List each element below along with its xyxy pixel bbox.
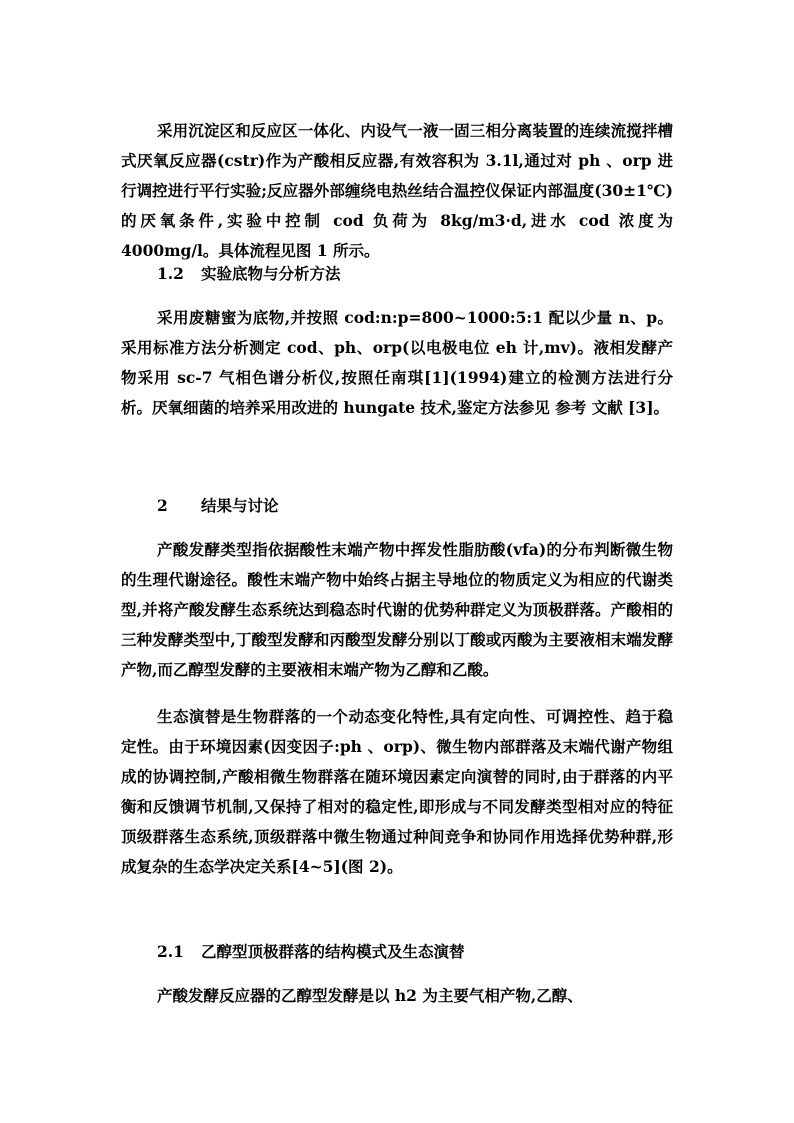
section-number: 2 (157, 496, 168, 515)
paragraph-ecological-succession: 生态演替是生物群落的一个动态变化特性,具有定向性、可调控性、趋于稳定性。由于环境因素(因变因子:ph 、orp)、微生物内部群落及末端代谢产物组成的协调控制,产酸相微生物群落在随环境因素定向演替的同时,由于群落的内平衡和反馈调节机制,又保持了相对的稳定性,即形成与不同发酵类型相对应的特征顶级群落生态系统,顶级群落中微生物通过种间竞争和协同作用选择优势种群,形成复杂的生态学决定关系[4~5](图 2)。 (121, 707, 673, 876)
section-title: 乙醇型顶极群落的结构模式及生态演替 (201, 942, 465, 961)
section-number: 1.2 (157, 264, 184, 283)
section-title: 结果与讨论 (201, 496, 279, 515)
paragraph-reactor-setup: 采用沉淀区和反应区一体化、内设气一液一固三相分离装置的连续流搅拌槽式厌氧反应器(cstr)作为产酸相反应器,有效容积为 3.1l,通过对 ph 、orp 进行调控进行平行实验;反应器外部缠绕电热丝结合温控仪保证内部温度(30±1℃)的厌氧条件,实验中控制 cod 负荷为 8kg/m3·d,进水 cod 浓度为 4000mg/l。具体流程见图 1 所示。 (121, 121, 673, 260)
section-heading-2 (157, 494, 279, 516)
section-heading-1-2 (157, 262, 341, 284)
paragraph-fermentation-types: 产酸发酵类型指依据酸性末端产物中挥发性脂肪酸(vfa)的分布判断微生物的生理代谢途径。酸性末端产物中始终占据主导地位的物质定义为相应的代谢类型,并将产酸发酵生态系统达到稳态时代谢的优势种群定义为顶极群落。产酸相的三种发酵类型中,丁酸型发酵和丙酸型发酵分别以丁酸或丙酸为主要液相末端发酵产物,而乙醇型发酵的主要液相末端产物为乙醇和乙酸。 (121, 540, 673, 679)
section-title: 实验底物与分析方法 (201, 264, 341, 283)
section-number: 2.1 (157, 942, 184, 961)
section-heading-2-1 (157, 940, 465, 962)
paragraph-ethanol-fermentation: 产酸发酵反应器的乙醇型发酵是以 h2 为主要气相产物,乙醇、 (157, 986, 583, 1005)
paragraph-substrate-methods: 采用废糖蜜为底物,并按照 cod:n:p=800~1000:5:1 配以少量 n、p。采用标准方法分析测定 cod、ph、orp(以电极电位 eh 计,mv)。液相发酵产物采用 sc-7 气相色谱分析仪,按照任南琪[1](1994)建立的检测方法进行分析。厌氧细菌的培养采用改进的 hungate 技术,鉴定方法参见 参考 文献 [3]。 (121, 308, 673, 417)
